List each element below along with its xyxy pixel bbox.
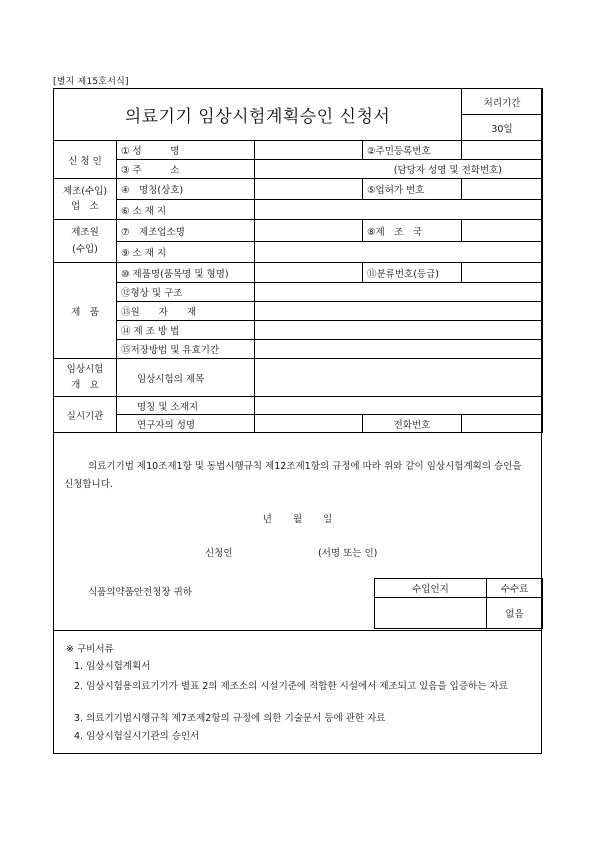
documents-divider <box>53 630 542 631</box>
documents-title: ※ 구비서류 <box>66 644 114 655</box>
researcher-name-label: 연구자의 성명 <box>117 415 255 433</box>
origin-location-label: ⑨ 소 재 지 <box>117 242 255 263</box>
trial-subject-label: 임상시험의 제목 <box>117 359 255 397</box>
signature-label: 신청인 <box>205 548 233 559</box>
manufacturer-location-field[interactable] <box>255 200 543 220</box>
processing-period-label: 처리기간 <box>462 89 543 115</box>
contact-note: (담당자 성명 및 전화번호) <box>393 165 503 176</box>
fee-value: 없음 <box>487 598 543 629</box>
product-storage-field[interactable] <box>255 340 543 359</box>
researcher-name-field[interactable] <box>255 415 363 433</box>
trial-subject-field[interactable] <box>255 359 543 397</box>
trial-section-line1: 임상시험 <box>66 363 104 375</box>
declaration-text: 의료기기법 제10조제1항 및 동법시행규칙 제12조제1항의 규정에 따라 위와 같이 임상시험계획의 승인을 신청합니다. <box>64 461 522 490</box>
product-name-label: ⑩ 제품명(품목명 및 형명) <box>117 263 255 283</box>
application-table <box>53 88 543 433</box>
origin-section-line2: (수입) <box>72 244 98 255</box>
document-item-2: 2. 임상시험용의료기기가 별표 2의 제조소의 시설기준에 적합한 시설에서 제조되고 있음을 입증하는 자료 <box>74 681 508 692</box>
fee-table <box>374 578 543 629</box>
product-materials-label: ⑬원 자 재 <box>117 302 255 321</box>
origin-country-field[interactable] <box>462 220 543 242</box>
product-method-label: ⑭ 제 조 방 법 <box>117 321 255 340</box>
manufacturer-license-label: ⑤업허가 번호 <box>363 179 462 200</box>
applicant-section-label: 신 청 인 <box>54 141 117 179</box>
form-number-label: [별지 제15호서식] <box>53 77 129 87</box>
product-shape-field[interactable] <box>255 283 543 302</box>
fee-label: 수수료 <box>487 579 543 598</box>
institution-section-label: 실시기관 <box>54 397 117 433</box>
processing-period-value: 30일 <box>462 115 543 141</box>
applicant-address-field[interactable] <box>255 160 543 179</box>
manufacturer-location-label: ⑥ 소 재 지 <box>117 200 255 220</box>
product-class-field[interactable] <box>462 263 543 283</box>
applicant-name-label: ① 성 명 <box>117 141 255 160</box>
product-name-field[interactable] <box>255 263 363 283</box>
product-materials-field[interactable] <box>255 302 543 321</box>
addressee: 식품의약품안전청장 귀하 <box>88 587 192 598</box>
form-title: 의료기기 임상시험계획승인 신청서 <box>54 89 462 141</box>
researcher-phone-field[interactable] <box>462 415 543 433</box>
applicant-rrn-field[interactable] <box>462 141 543 160</box>
product-method-field[interactable] <box>255 321 543 340</box>
product-storage-label: ⑮저장방법 및 유효기간 <box>117 340 255 359</box>
signature-note: (서명 또는 인) <box>318 548 378 559</box>
manufacturer-section-line1: 제조(수입) <box>62 186 108 197</box>
manufacturer-license-field[interactable] <box>462 179 543 200</box>
researcher-phone-label: 전화번호 <box>363 415 462 433</box>
origin-location-field[interactable] <box>255 242 543 263</box>
origin-name-field[interactable] <box>255 220 363 242</box>
applicant-name-field[interactable] <box>255 141 363 160</box>
document-item-1: 1. 임상시험계획서 <box>74 661 151 672</box>
stamp-label: 수입인지 <box>375 579 487 598</box>
document-item-3: 3. 의료기기법시행규칙 제7조제2항의 규정에 의한 기술문서 등에 관한 자료 <box>74 713 386 724</box>
trial-section-line2: 개 요 <box>71 379 99 391</box>
origin-country-label: ⑧제 조 국 <box>363 220 462 242</box>
manufacturer-name-field[interactable] <box>255 179 363 200</box>
applicant-rrn-label: ②주민등록번호 <box>363 141 462 160</box>
manufacturer-name-label: ④ 명칭(상호) <box>117 179 255 200</box>
trial-section-label <box>54 359 117 397</box>
product-section-label: 제 품 <box>54 263 117 359</box>
product-class-label: ⑪분류번호(등급) <box>363 263 462 283</box>
origin-name-label: ⑦ 제조업소명 <box>117 220 255 242</box>
origin-section-line1: 제조원 <box>71 227 99 238</box>
date-line: 년 월 일 <box>262 514 333 525</box>
manufacturer-section-line2: 업 소 <box>71 201 99 212</box>
manufacturer-section-label <box>54 179 117 220</box>
product-shape-label: ⑫형상 및 구조 <box>117 283 255 302</box>
origin-section-label <box>54 220 117 263</box>
institution-name-field[interactable] <box>255 397 543 415</box>
document-item-4: 4. 임상시험실시기관의 승인서 <box>74 731 200 742</box>
applicant-address-label: ③ 주 소 <box>117 160 255 179</box>
institution-name-label: 명칭 및 소재지 <box>117 397 255 415</box>
stamp-field[interactable] <box>375 598 487 629</box>
